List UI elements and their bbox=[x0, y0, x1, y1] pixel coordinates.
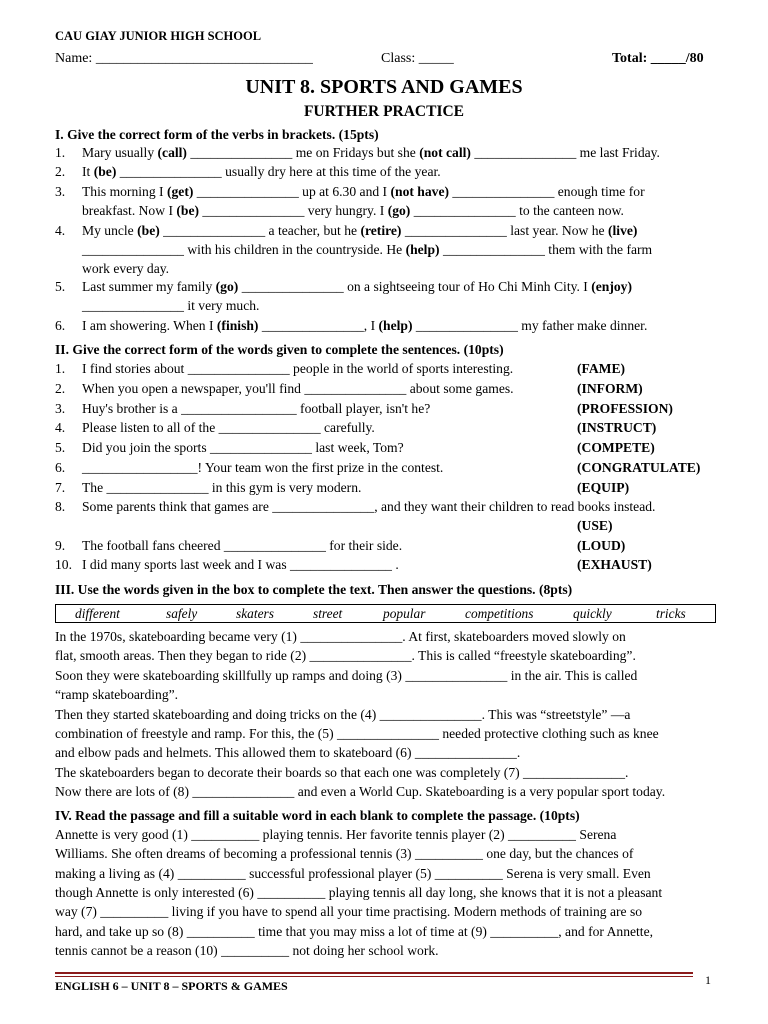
class-field bbox=[381, 51, 454, 67]
passage-line: Then they started skateboarding and doing tricks on the (4) _______________. This was “streetstyle” —a bbox=[55, 707, 631, 722]
exercise-line bbox=[55, 418, 715, 438]
exercise-line bbox=[55, 182, 715, 202]
total-label: Total: bbox=[612, 51, 648, 66]
line-text: The _______________ in this gym is very modern. bbox=[82, 480, 362, 495]
line-number: 7. bbox=[55, 480, 66, 495]
exercise-line bbox=[55, 201, 715, 221]
name-label: Name: bbox=[55, 51, 93, 66]
word-hint: (EQUIP) bbox=[577, 480, 630, 495]
exercise-line bbox=[55, 259, 715, 279]
line-number: 5. bbox=[55, 440, 66, 455]
section-4-heading: IV. Read the passage and fill a suitable word in each blank to complete the passage. (10pts) bbox=[55, 808, 580, 823]
line-text: _________________! Your team won the first prize in the contest. bbox=[82, 460, 444, 475]
line-number: 3. bbox=[55, 401, 66, 416]
passage-line: In the 1970s, skateboarding became very (1) _______________. At first, skateboarders moved slowly on bbox=[55, 629, 626, 644]
total-field bbox=[612, 51, 704, 67]
exercise-line bbox=[55, 240, 715, 260]
exercise-line bbox=[55, 143, 715, 163]
word-hint: (EXHAUST) bbox=[577, 557, 652, 572]
word-hint: (COMPETE) bbox=[577, 440, 655, 455]
line-number: 4. bbox=[55, 420, 66, 435]
box-word: competitions bbox=[465, 606, 534, 621]
line-text: It (be) _______________ usually dry here at this time of the year. bbox=[82, 164, 441, 179]
passage-line: Annette is very good (1) __________ playing tennis. Her favorite tennis player (2) __________ Serena bbox=[55, 827, 617, 842]
passage-line: “ramp skateboarding”. bbox=[55, 687, 179, 702]
line-text: Please listen to all of the _______________ carefully. bbox=[82, 420, 375, 435]
passage-line: The skateboarders began to decorate their boards so that each one was completely (7) _______________. bbox=[55, 765, 629, 780]
box-word: different bbox=[75, 606, 120, 621]
passage-line: hard, and take up so (8) __________ time that you may miss a lot of time at (9) __________, and for Annette, bbox=[55, 924, 654, 939]
line-text: Mary usually (call) _______________ me on Fridays but she (not call) _______________ me last Friday. bbox=[82, 145, 660, 160]
exercise-line bbox=[55, 458, 715, 478]
line-text: Last summer my family (go) _______________ on a sightseeing tour of Ho Chi Minh City. I (enjoy) bbox=[82, 279, 633, 294]
passage-line: tennis cannot be a reason (10) __________ not doing her school work. bbox=[55, 943, 439, 958]
box-word: safely bbox=[166, 606, 198, 621]
box-word: tricks bbox=[656, 606, 686, 621]
passage-line: and elbow pads and helmets. This allowed them to skateboard (6) _______________. bbox=[55, 745, 521, 760]
exercise-line bbox=[55, 399, 715, 419]
box-word: skaters bbox=[236, 606, 274, 621]
line-number: 10. bbox=[55, 557, 72, 572]
word-hint: (CONGRATULATE) bbox=[577, 460, 701, 475]
line-number: 9. bbox=[55, 538, 66, 553]
exercise-line bbox=[55, 438, 715, 458]
exercise-line bbox=[55, 516, 715, 536]
passage-line: Soon they were skateboarding skillfully up ramps and doing (3) _______________ in the air. This is called bbox=[55, 668, 638, 683]
passage-line: flat, smooth areas. Then they began to ride (2) _______________. This is called “freestyle skateboarding”. bbox=[55, 648, 636, 663]
line-number: 1. bbox=[55, 145, 66, 160]
footer-divider bbox=[55, 976, 693, 977]
box-word: popular bbox=[383, 606, 426, 621]
passage-line: making a living as (4) __________ successful professional player (5) __________ Serena is very small. Even bbox=[55, 866, 651, 881]
exercise-line bbox=[55, 379, 715, 399]
total-value: _____/80 bbox=[650, 51, 704, 66]
exercise-line bbox=[55, 497, 715, 517]
line-text: I find stories about _______________ people in the world of sports interesting. bbox=[82, 361, 514, 376]
passage-line: combination of freestyle and ramp. For this, the (5) _______________ needed protective clothing such as knee bbox=[55, 726, 659, 741]
line-number: 2. bbox=[55, 381, 66, 396]
exercise-line bbox=[55, 221, 715, 241]
line-number: 4. bbox=[55, 223, 66, 238]
section-2-heading: II. Give the correct form of the words given to complete the sentences. (10pts) bbox=[55, 342, 504, 357]
line-number: 3. bbox=[55, 184, 66, 199]
page-subtitle: FURTHER PRACTICE bbox=[303, 103, 465, 120]
exercise-line bbox=[55, 359, 715, 379]
word-hint: (LOUD) bbox=[577, 538, 626, 553]
line-text: Huy's brother is a _________________ football player, isn't he? bbox=[82, 401, 431, 416]
passage-line: way (7) __________ living if you have to spend all your time practising. Modern methods of training are so bbox=[55, 904, 643, 919]
section-1-heading: I. Give the correct form of the verbs in brackets. (15pts) bbox=[55, 127, 379, 142]
line-number: 8. bbox=[55, 499, 66, 514]
line-text: breakfast. Now I (be) _______________ very hungry. I (go) _______________ to the canteen now. bbox=[82, 203, 624, 218]
exercise-line bbox=[55, 277, 715, 297]
exercise-line bbox=[55, 296, 715, 316]
name-blank: _______________________________ bbox=[95, 51, 313, 66]
line-text: _______________ with his children in the countryside. He (help) _______________ them with the farm bbox=[82, 242, 653, 257]
section-3-heading: III. Use the words given in the box to complete the text. Then answer the questions. (8pts) bbox=[55, 582, 573, 597]
line-text: work every day. bbox=[82, 261, 170, 276]
name-field bbox=[55, 51, 313, 67]
exercise-line bbox=[55, 555, 715, 575]
passage-line: though Annette is only interested (6) __________ playing tennis all day long, she knows that it is not a pleasant bbox=[55, 885, 663, 900]
line-text: When you open a newspaper, you'll find _______________ about some games. bbox=[82, 381, 514, 396]
line-text: My uncle (be) _______________ a teacher, but he (retire) _______________ last year. Now he (live) bbox=[82, 223, 638, 238]
word-hint: (FAME) bbox=[577, 361, 626, 376]
footer-text: ENGLISH 6 – UNIT 8 – SPORTS & GAMES bbox=[55, 979, 288, 993]
exercise-line bbox=[55, 478, 715, 498]
line-number: 5. bbox=[55, 279, 66, 294]
line-number: 6. bbox=[55, 460, 66, 475]
word-hint: (INFORM) bbox=[577, 381, 643, 396]
line-number: 2. bbox=[55, 164, 66, 179]
class-blank: _____ bbox=[418, 51, 454, 66]
passage-line: Now there are lots of (8) _______________ and even a World Cup. Skateboarding is a very popular sport today. bbox=[55, 784, 666, 799]
line-text: I did many sports last week and I was _______________ . bbox=[82, 557, 399, 572]
word-hint: (INSTRUCT) bbox=[577, 420, 657, 435]
line-text: Some parents think that games are _______________, and they want their children to read books instead. bbox=[82, 499, 656, 514]
exercise-line bbox=[55, 316, 715, 336]
page-number: 1 bbox=[705, 973, 711, 987]
box-word: street bbox=[313, 606, 343, 621]
word-box bbox=[55, 604, 716, 623]
box-word: quickly bbox=[573, 606, 612, 621]
footer-divider bbox=[55, 972, 693, 974]
line-text: This morning I (get) _______________ up at 6.30 and I (not have) _______________ enough time for bbox=[82, 184, 645, 199]
exercise-line bbox=[55, 536, 715, 556]
line-number: 1. bbox=[55, 361, 66, 376]
word-hint: (USE) bbox=[577, 518, 613, 533]
line-text: Did you join the sports _______________ last week, Tom? bbox=[82, 440, 404, 455]
passage-line: Williams. She often dreams of becoming a professional tennis (3) __________ one day, but the chances of bbox=[55, 846, 634, 861]
exercise-line bbox=[55, 162, 715, 182]
line-text: The football fans cheered _______________ for their side. bbox=[82, 538, 403, 553]
word-hint: (PROFESSION) bbox=[577, 401, 673, 416]
school-name: CAU GIAY JUNIOR HIGH SCHOOL bbox=[55, 29, 262, 43]
line-number: 6. bbox=[55, 318, 66, 333]
line-text: _______________ it very much. bbox=[82, 298, 260, 313]
class-label: Class: bbox=[381, 51, 416, 66]
line-text: I am showering. When I (finish) _______________, I (help) _______________ my father make dinner. bbox=[82, 318, 648, 333]
page-title: UNIT 8. SPORTS AND GAMES bbox=[245, 76, 523, 98]
